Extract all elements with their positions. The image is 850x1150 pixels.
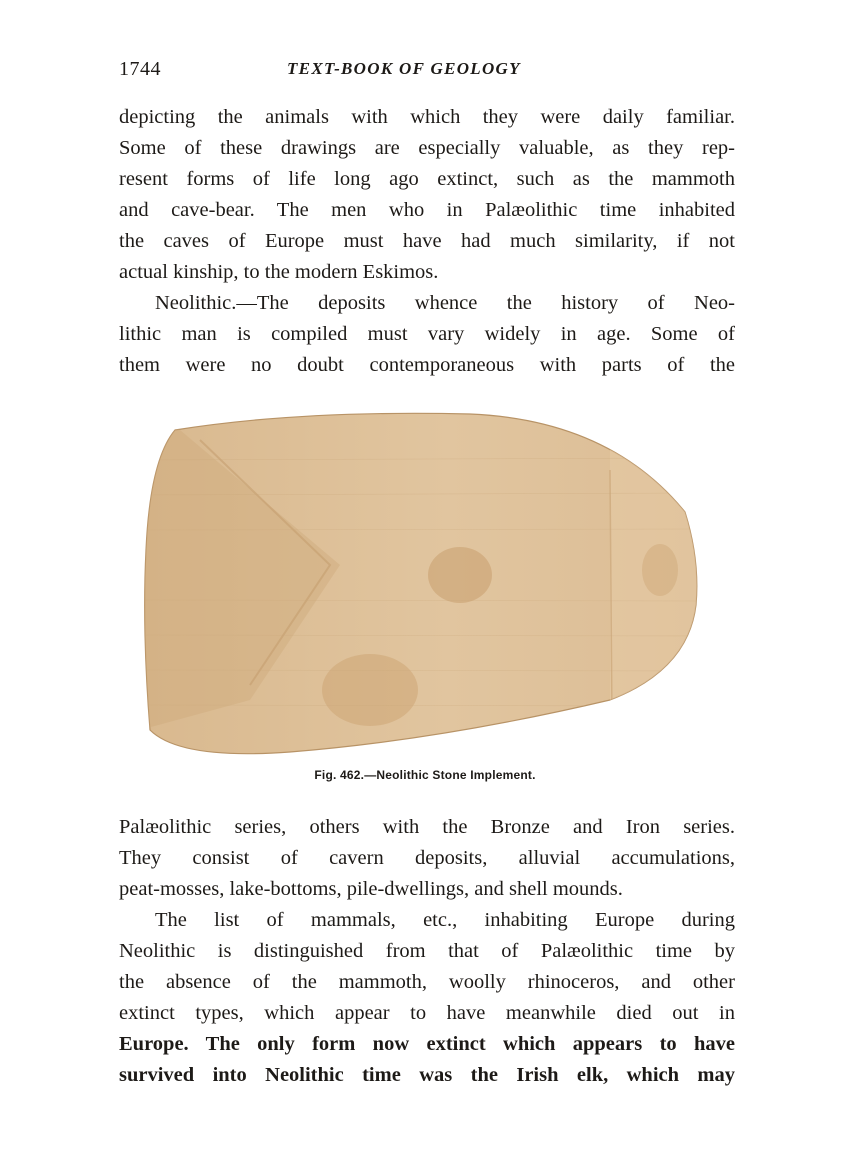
body-text-line: the absence of the mammoth, woolly rhinoceros, and other [119,971,735,993]
body-text-line: Europe. The only form now extinct which appears to have [119,1033,735,1055]
page-header [119,58,735,84]
body-text-line: The list of mammals, etc., inhabiting Europe during [155,909,735,931]
body-text-line: They consist of cavern deposits, alluvial accumulations, [119,847,735,869]
body-text-line: depicting the animals with which they were daily familiar. [119,106,735,128]
body-text-line: lithic man is compiled must vary widely in age. Some of [119,323,735,345]
body-text-line: Neolithic.—The deposits whence the history of Neo- [155,292,735,314]
body-text-line: the caves of Europe must have had much similarity, if not [119,230,735,252]
body-text-line: Some of these drawings are especially valuable, as they rep- [119,137,735,159]
running-title: TEXT-BOOK OF GEOLOGY [287,59,521,78]
body-text-line: actual kinship, to the modern Eskimos. [119,261,439,283]
body-text-line: them were no doubt contemporaneous with parts of the [119,354,735,376]
body-text-line: resent forms of life long ago extinct, such as the mammoth [119,168,735,190]
body-text-line: peat-mosses, lake-bottoms, pile-dwellings, and shell mounds. [119,878,623,900]
body-text-line: Palæolithic series, others with the Bronze and Iron series. [119,816,735,838]
body-text-line: survived into Neolithic time was the Irish elk, which may [119,1064,735,1086]
page-number: 1744 [119,58,161,80]
body-text-line: Neolithic is distinguished from that of Palæolithic time by [119,940,735,962]
body-text-line: extinct types, which appear to have meanwhile died out in [119,1002,735,1024]
stone-implement-illustration [140,400,702,760]
figure-caption: Fig. 462.—Neolithic Stone Implement. [314,768,536,782]
body-text-line: and cave-bear. The men who in Palæolithic time inhabited [119,199,735,221]
